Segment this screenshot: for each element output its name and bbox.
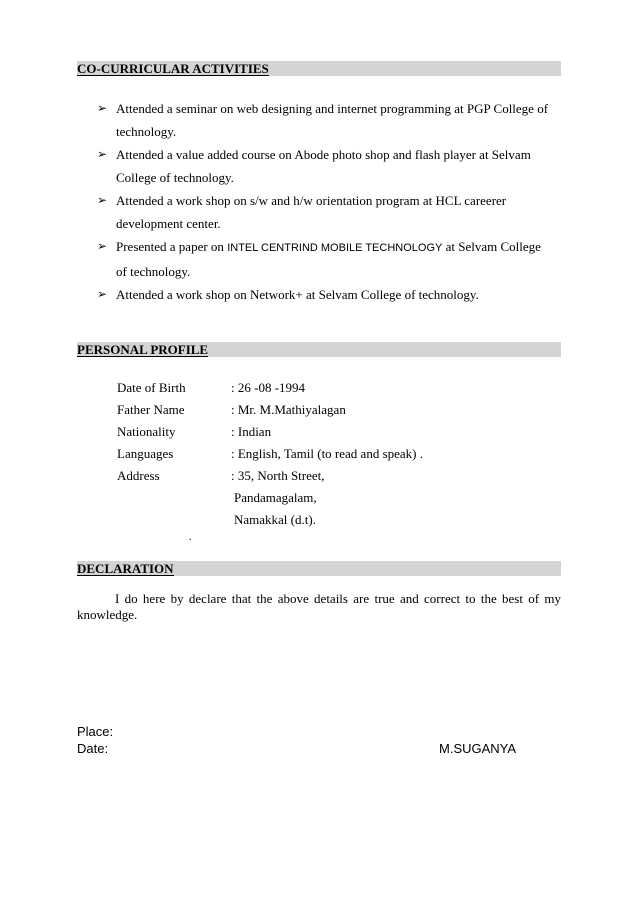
arrow-bullet-icon: ➢ bbox=[97, 147, 108, 161]
arrow-bullet-icon: ➢ bbox=[97, 101, 108, 115]
arrow-bullet-icon: ➢ bbox=[97, 193, 108, 207]
stray-dot: . bbox=[189, 532, 192, 543]
arrow-bullet-icon: ➢ bbox=[97, 239, 108, 253]
declaration-text: I do here by declare that the above details are true and correct to the best of my knowledge. bbox=[77, 591, 561, 622]
arrow-bullet-icon: ➢ bbox=[97, 287, 108, 301]
list-item: ➢ Attended a work shop on Network+ at Selvam College of technology. bbox=[97, 283, 557, 306]
personal-profile-heading: PERSONAL PROFILE bbox=[77, 342, 561, 357]
list-item: ➢ Attended a value added course on Abode photo shop and flash player at Selvam College of technology. bbox=[97, 143, 557, 189]
signature-name: M.SUGANYA bbox=[439, 741, 517, 756]
place-label: Place: bbox=[77, 724, 114, 739]
list-item: ➢ Attended a work shop on s/w and h/w orientation program at HCL careerer development center. bbox=[97, 189, 557, 235]
co-curricular-heading: CO-CURRICULAR ACTIVITIES bbox=[77, 61, 561, 76]
declaration-heading: DECLARATION bbox=[77, 561, 561, 576]
date-label: Date: bbox=[77, 741, 109, 756]
list-item: ➢ Attended a seminar on web designing and internet programming at PGP College of technology. bbox=[97, 97, 557, 143]
co-curricular-list bbox=[97, 97, 557, 306]
list-item: ➢ Presented a paper on INTEL CENTRIND MOBILE TECHNOLOGY at Selvam College of technology. bbox=[97, 235, 557, 283]
